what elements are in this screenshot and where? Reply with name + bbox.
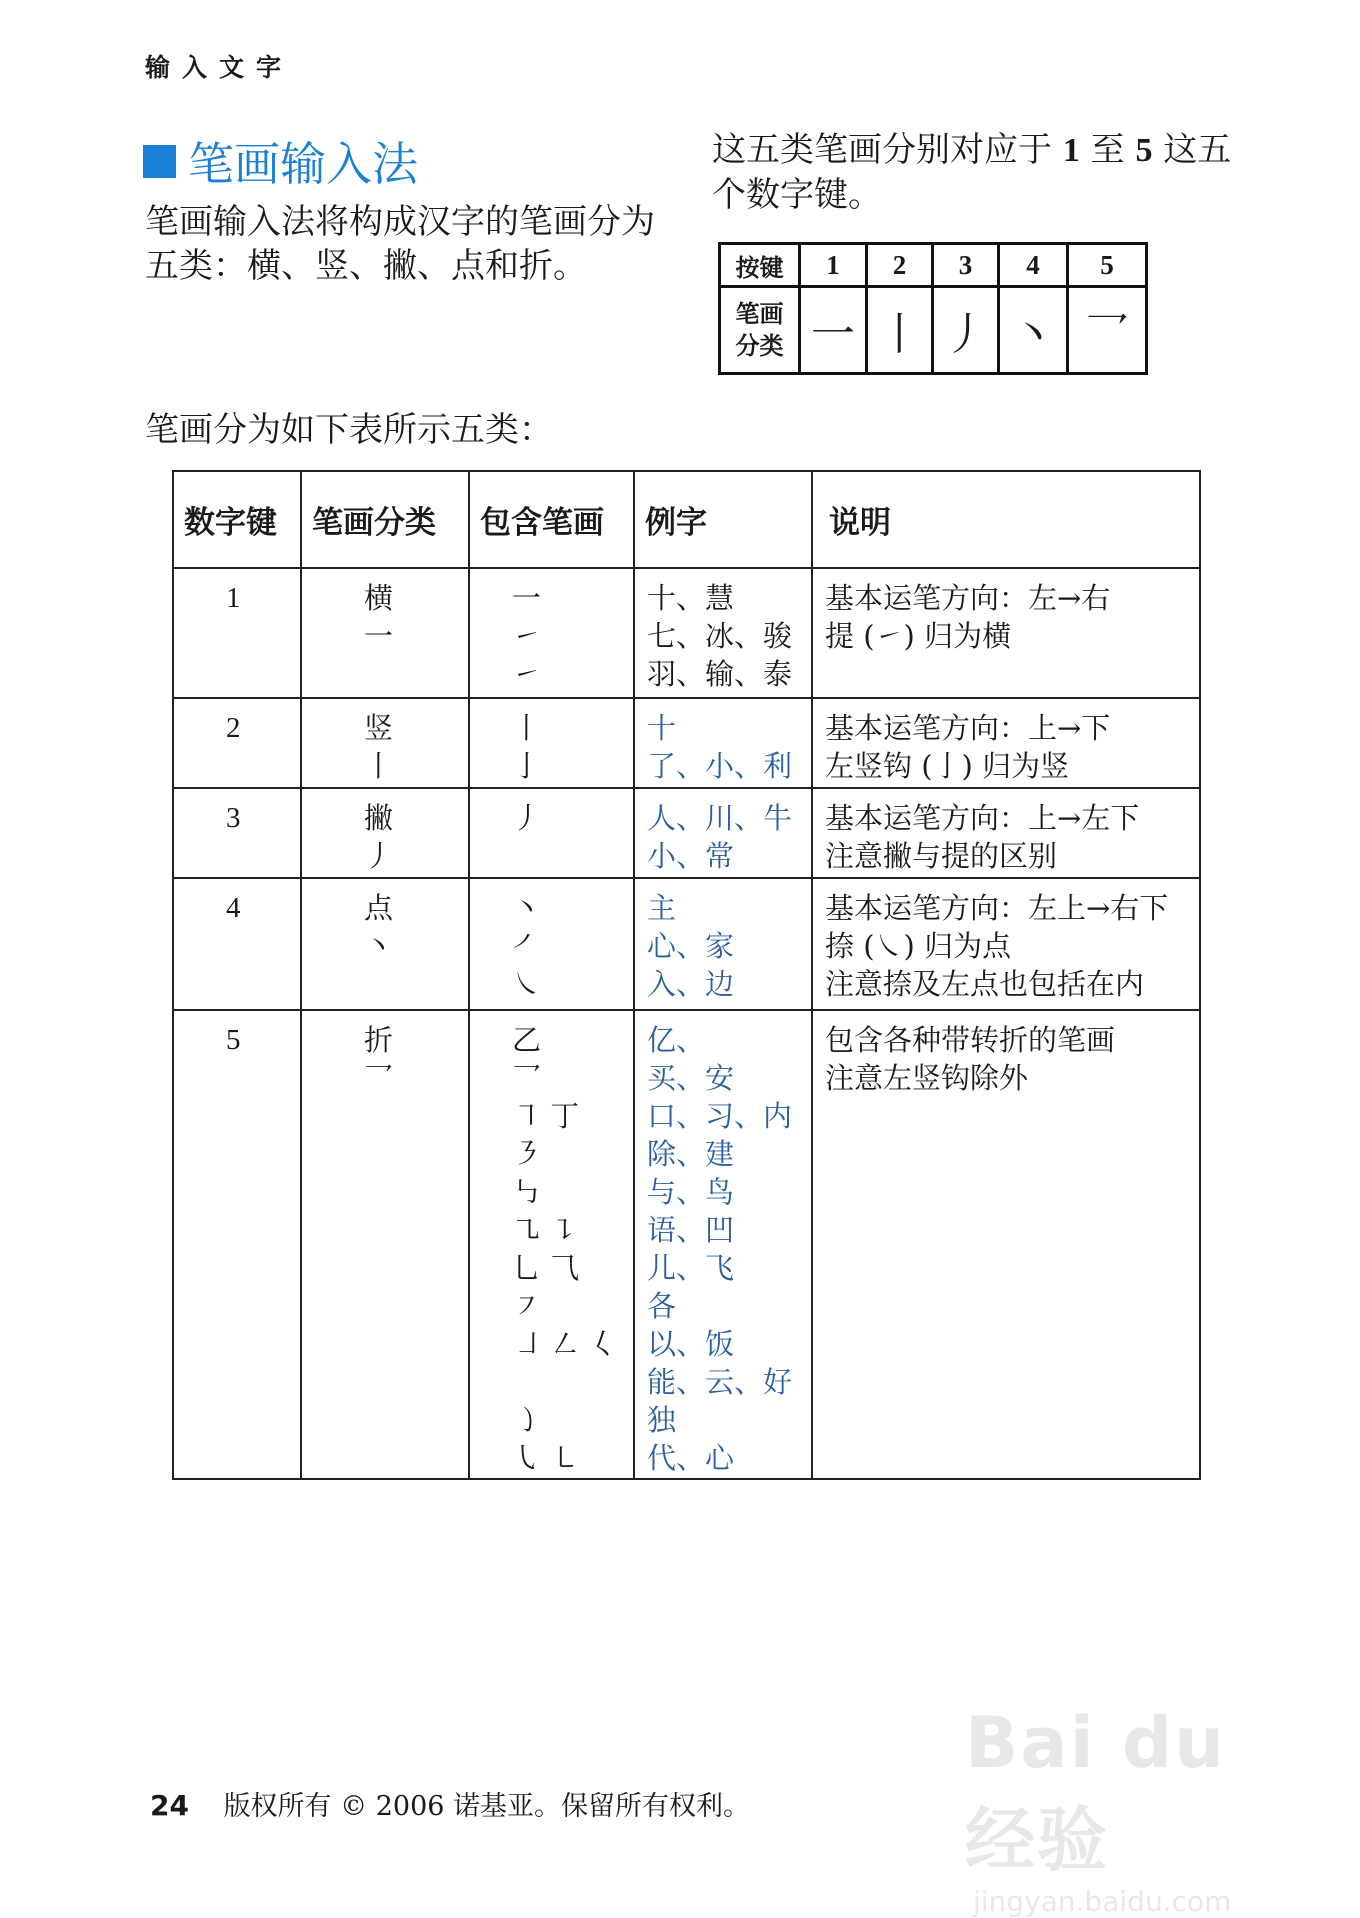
- col-header: 包含笔画: [469, 471, 634, 568]
- watermark-brand: Bai du 经验: [965, 1702, 1226, 1881]
- category-cell: 点 丶: [301, 878, 469, 1010]
- stroke-row: [720, 287, 1147, 374]
- category-cell: 撇 丿: [301, 788, 469, 878]
- table-caption: 笔画分为如下表所示五类：: [145, 410, 553, 450]
- page-header: 输入文字: [145, 53, 294, 82]
- stroke-class-table: [172, 470, 1201, 1480]
- section-title: [143, 128, 418, 194]
- key-row: [720, 244, 1147, 287]
- table-row: [173, 878, 1200, 1010]
- description-cell: 基本运笔方向：左→右 提 (㇀) 归为横: [812, 568, 1200, 698]
- key-cell: 2: [867, 244, 933, 287]
- page-footer: [150, 1784, 750, 1823]
- col-header: 笔画分类: [301, 471, 469, 568]
- key-cell: 1: [800, 244, 867, 287]
- stroke-cell: 一: [800, 287, 867, 374]
- table-row: [173, 698, 1200, 788]
- strokes-cell: 丨 亅: [469, 698, 634, 788]
- key-cell: 3: [933, 244, 999, 287]
- table-header-row: [173, 471, 1200, 568]
- description-cell: 基本运笔方向：上→左下 注意撇与提的区别: [812, 788, 1200, 878]
- class-label: 笔画分类: [720, 287, 800, 374]
- square-bullet-icon: [143, 145, 176, 178]
- stroke-cell: 乛: [1068, 287, 1147, 374]
- key-cell: 4: [999, 244, 1068, 287]
- description-cell: 基本运笔方向：上→下 左竖钩 (亅) 归为竖: [812, 698, 1200, 788]
- table-row: [173, 788, 1200, 878]
- description-cell: 包含各种带转折的笔画 注意左竖钩除外: [812, 1010, 1200, 1479]
- key-mapping-note: 这五类笔画分别对应于 1 至 5 这五个数字键。: [712, 130, 1232, 215]
- key-value: 1: [173, 568, 301, 698]
- watermark: [965, 1702, 1285, 1918]
- examples-cell: 人、川、牛 小、常: [634, 788, 812, 878]
- examples-cell: 主 心、家 入、边: [634, 878, 812, 1010]
- page-number: 24: [150, 1789, 189, 1822]
- copyright-text: 版权所有 © 2006 诺基亚。保留所有权利。: [223, 1791, 751, 1822]
- table-row: [173, 568, 1200, 698]
- strokes-cell: 乙 乛 ㇕ 丁 ㇋ ㇉ ㇈ ㇊ 乚 ⺄ ㇇ ㇘ ㇜ 𡿨 ㇁ ㇂ ㇄: [469, 1010, 634, 1479]
- strokes-cell: 丶 ㇒ ㇏: [469, 878, 634, 1010]
- examples-cell: 亿、 买、安 口、习、内 除、建 与、鸟 语、凹 儿、飞 各 以、饭 能、云、好 独 代、心: [634, 1010, 812, 1479]
- category-cell: 竖 丨: [301, 698, 469, 788]
- key-value: 2: [173, 698, 301, 788]
- key-value: 5: [173, 1010, 301, 1479]
- stroke-cell: 丿: [933, 287, 999, 374]
- strokes-cell: 一 ㇀ ㇀: [469, 568, 634, 698]
- key-stroke-table: [718, 242, 1148, 375]
- intro-paragraph: 笔画输入法将构成汉字的笔画分为五类：横、竖、撇、点和折。: [145, 202, 655, 286]
- col-header: 例字: [634, 471, 812, 568]
- watermark-url: jingyan.baidu.com: [973, 1885, 1232, 1918]
- stroke-cell: 丨: [867, 287, 933, 374]
- strokes-cell: 丿: [469, 788, 634, 878]
- category-cell: 折 乛: [301, 1010, 469, 1479]
- col-header: 说明: [812, 471, 1200, 568]
- examples-cell: 十、慧 七、冰、骏 羽、输、泰: [634, 568, 812, 698]
- table-row: [173, 1010, 1200, 1479]
- key-value: 4: [173, 878, 301, 1010]
- stroke-cell: 丶: [999, 287, 1068, 374]
- description-cell: 基本运笔方向：左上→右下 捺 (㇏) 归为点 注意捺及左点也包括在内: [812, 878, 1200, 1010]
- category-cell: 横 一: [301, 568, 469, 698]
- key-cell: 5: [1068, 244, 1147, 287]
- examples-cell: 十 了、小、利: [634, 698, 812, 788]
- section-title-text: 笔画输入法: [188, 137, 418, 191]
- key-value: 3: [173, 788, 301, 878]
- key-label: 按键: [720, 244, 800, 287]
- col-header: 数字键: [173, 471, 301, 568]
